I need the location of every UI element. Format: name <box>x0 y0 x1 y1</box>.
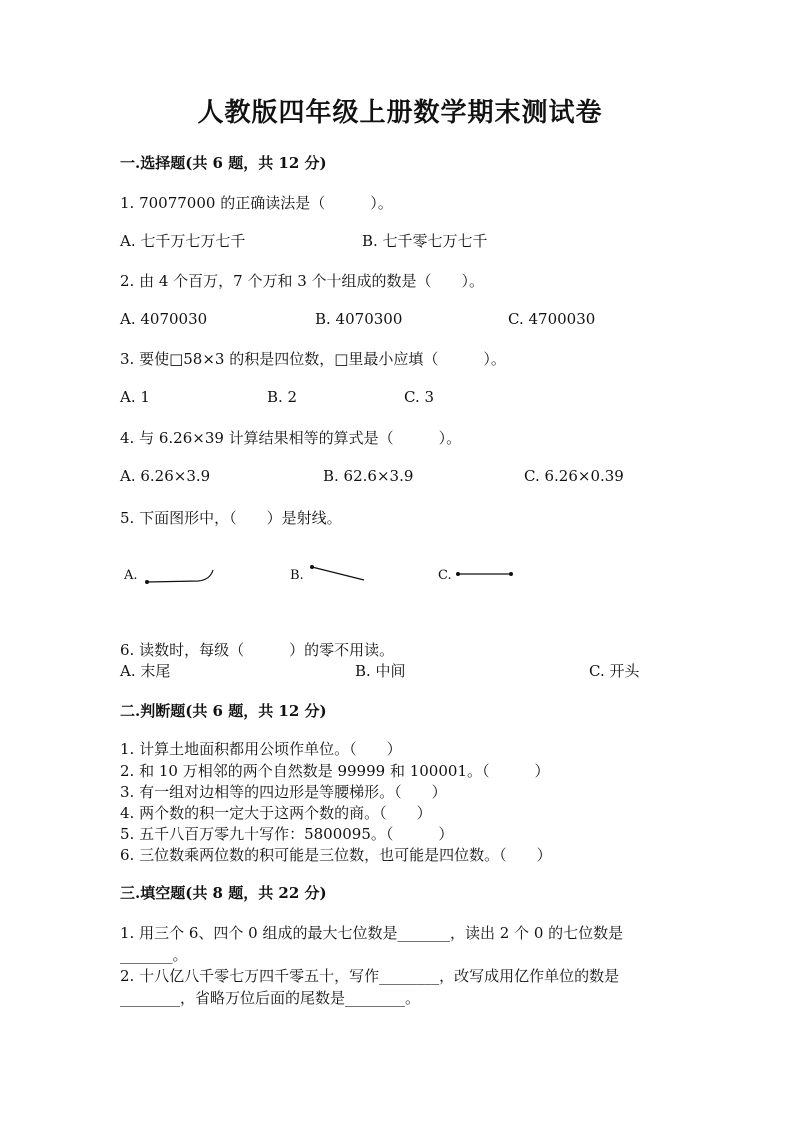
question-4: 4. 与 6.26×39 计算结果相等的算式是（ ）。 <box>120 429 462 447</box>
judge-item-6: 6. 三位数乘两位数的积可能是三位数，也可能是四位数。（ ） <box>120 846 552 864</box>
q3-option-a: A. 1 <box>120 388 150 406</box>
q3-option-b: B. 2 <box>267 388 298 406</box>
page-title: 人教版四年级上册数学期末测试卷 <box>197 98 603 128</box>
section-heading-fill: 三.填空题(共 8 题，共 22 分) <box>120 884 327 902</box>
q5-figure-b-ray <box>305 562 370 586</box>
q4-option-c: C. 6.26×0.39 <box>524 467 624 485</box>
judge-item-1: 1. 计算土地面积都用公顷作单位。（ ） <box>120 740 402 758</box>
fill-line-1: 1. 用三个 6、四个 0 组成的最大七位数是_______，读出 2 个 0 的七位数是 <box>120 924 624 942</box>
q4-option-a: A. 6.26×3.9 <box>120 467 211 485</box>
q5-option-a-label: A. <box>124 568 138 583</box>
q5-figure-c-segment <box>452 566 518 584</box>
q2-option-a: A. 4070030 <box>120 310 208 328</box>
q4-option-b: B. 62.6×3.9 <box>323 467 414 485</box>
fill-line-3: 2. 十八亿八千零七万四千零五十，写作________，改写成用亿作单位的数是 <box>120 967 620 985</box>
question-3: 3. 要使□58×3 的积是四位数，□里最小应填（ ）。 <box>120 350 506 368</box>
question-5: 5. 下面图形中，（ ）是射线。 <box>120 509 342 527</box>
judge-item-2: 2. 和 10 万相邻的两个自然数是 99999 和 100001。（ ） <box>120 762 550 780</box>
q6-option-a: A. 末尾 <box>120 662 171 680</box>
q1-option-b: B. 七千零七万七千 <box>362 232 488 250</box>
fill-line-2: _______。 <box>120 946 188 964</box>
q5-option-b-label: B. <box>290 568 304 583</box>
judge-item-5: 5. 五千八百万零九十写作：5800095。（ ） <box>120 825 454 843</box>
section-heading-judge: 二.判断题(共 6 题，共 12 分) <box>120 702 327 720</box>
q2-option-b: B. 4070300 <box>315 310 403 328</box>
section-heading-choice: 一.选择题(共 6 题，共 12 分) <box>120 154 327 172</box>
question-1: 1. 70077000 的正确读法是（ ）。 <box>120 194 393 212</box>
q3-option-c: C. 3 <box>404 388 435 406</box>
question-2: 2. 由 4 个百万，7 个万和 3 个十组成的数是（ ）。 <box>120 272 485 290</box>
question-6: 6. 读数时，每级（ ）的零不用读。 <box>120 641 395 659</box>
q2-option-c: C. 4700030 <box>508 310 596 328</box>
q5-figure-a-curve <box>140 566 220 590</box>
q6-option-c: C. 开头 <box>589 662 640 680</box>
q1-option-a: A. 七千万七万七千 <box>120 232 246 250</box>
judge-item-3: 3. 有一组对边相等的四边形是等腰梯形。（ ） <box>120 783 447 801</box>
judge-item-4: 4. 两个数的积一定大于这两个数的商。（ ） <box>120 804 432 822</box>
fill-line-4: ________，省略万位后面的尾数是________。 <box>120 989 421 1007</box>
q5-option-c-label: C. <box>438 568 452 583</box>
q6-option-b: B. 中间 <box>355 662 406 680</box>
